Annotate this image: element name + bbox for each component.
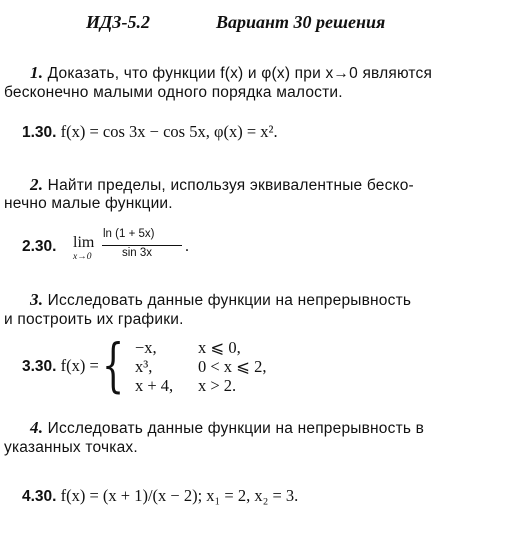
task-3-text-1: Исследовать данные функции на непрерывность	[47, 292, 412, 309]
problem-1-30-formula: f(x) = cos 3x − cos 5x, φ(x) = x².	[60, 122, 278, 141]
piecewise-lhs: f(x) =	[60, 356, 99, 375]
task-3-line-1	[30, 289, 411, 311]
task-4-line-2: указанных точках.	[4, 439, 138, 456]
case-2-cond: 0 < x ⩽ 2,	[198, 357, 267, 376]
case-3-expr: x + 4,	[135, 376, 174, 395]
task-2-number: 2.	[30, 175, 44, 194]
case-1-cond: x ⩽ 0,	[198, 338, 241, 357]
problem-3-30-head	[22, 356, 99, 376]
limit-operator: lim	[73, 234, 95, 251]
piecewise-brace: {	[102, 331, 125, 399]
problem-2-30-label-wrap	[22, 236, 56, 256]
task-1-line-1	[30, 62, 432, 84]
problem-2-30-label: 2.30.	[22, 238, 57, 255]
limit-period: .	[185, 238, 189, 255]
task-1-text-1: Доказать, что функции f(x) и φ(x) при x→0 являются	[47, 65, 433, 82]
problem-4-30-label: 4.30.	[22, 488, 57, 505]
problem-4-30-formula: f(x) = (x + 1)/(x − 2); x₁ = 2, x₂ = 3.	[60, 486, 299, 505]
case-3-cond: x > 2.	[198, 376, 237, 395]
task-1-number: 1.	[30, 63, 44, 82]
problem-1-30	[22, 122, 278, 142]
task-4-line-1	[30, 417, 424, 439]
task-4-number: 4.	[30, 418, 44, 437]
task-1-line-2: бесконечно малыми одного порядка малости.	[4, 84, 343, 101]
task-3-line-2: и построить их графики.	[4, 311, 184, 328]
fraction-denominator: sin 3x	[122, 247, 153, 259]
assignment-id: ИДЗ-5.2	[86, 12, 150, 32]
case-1-expr: −x,	[135, 338, 157, 357]
task-4-text-1: Исследовать данные функции на непрерывность в	[47, 420, 425, 437]
task-2-text-1: Найти пределы, используя эквивалентные беско-	[47, 177, 414, 194]
fraction-bar	[102, 245, 182, 246]
variant-title: Вариант 30 решения	[216, 12, 386, 32]
case-2-expr: x³,	[135, 357, 153, 376]
fraction-numerator: ln (1 + 5x)	[103, 228, 155, 240]
task-2-line-2: нечно малые функции.	[4, 195, 173, 212]
problem-4-30	[22, 486, 298, 506]
problem-1-30-label: 1.30.	[22, 124, 57, 141]
limit-subscript: x→0	[73, 252, 92, 262]
task-3-number: 3.	[30, 290, 44, 309]
problem-3-30-label: 3.30.	[22, 358, 57, 375]
